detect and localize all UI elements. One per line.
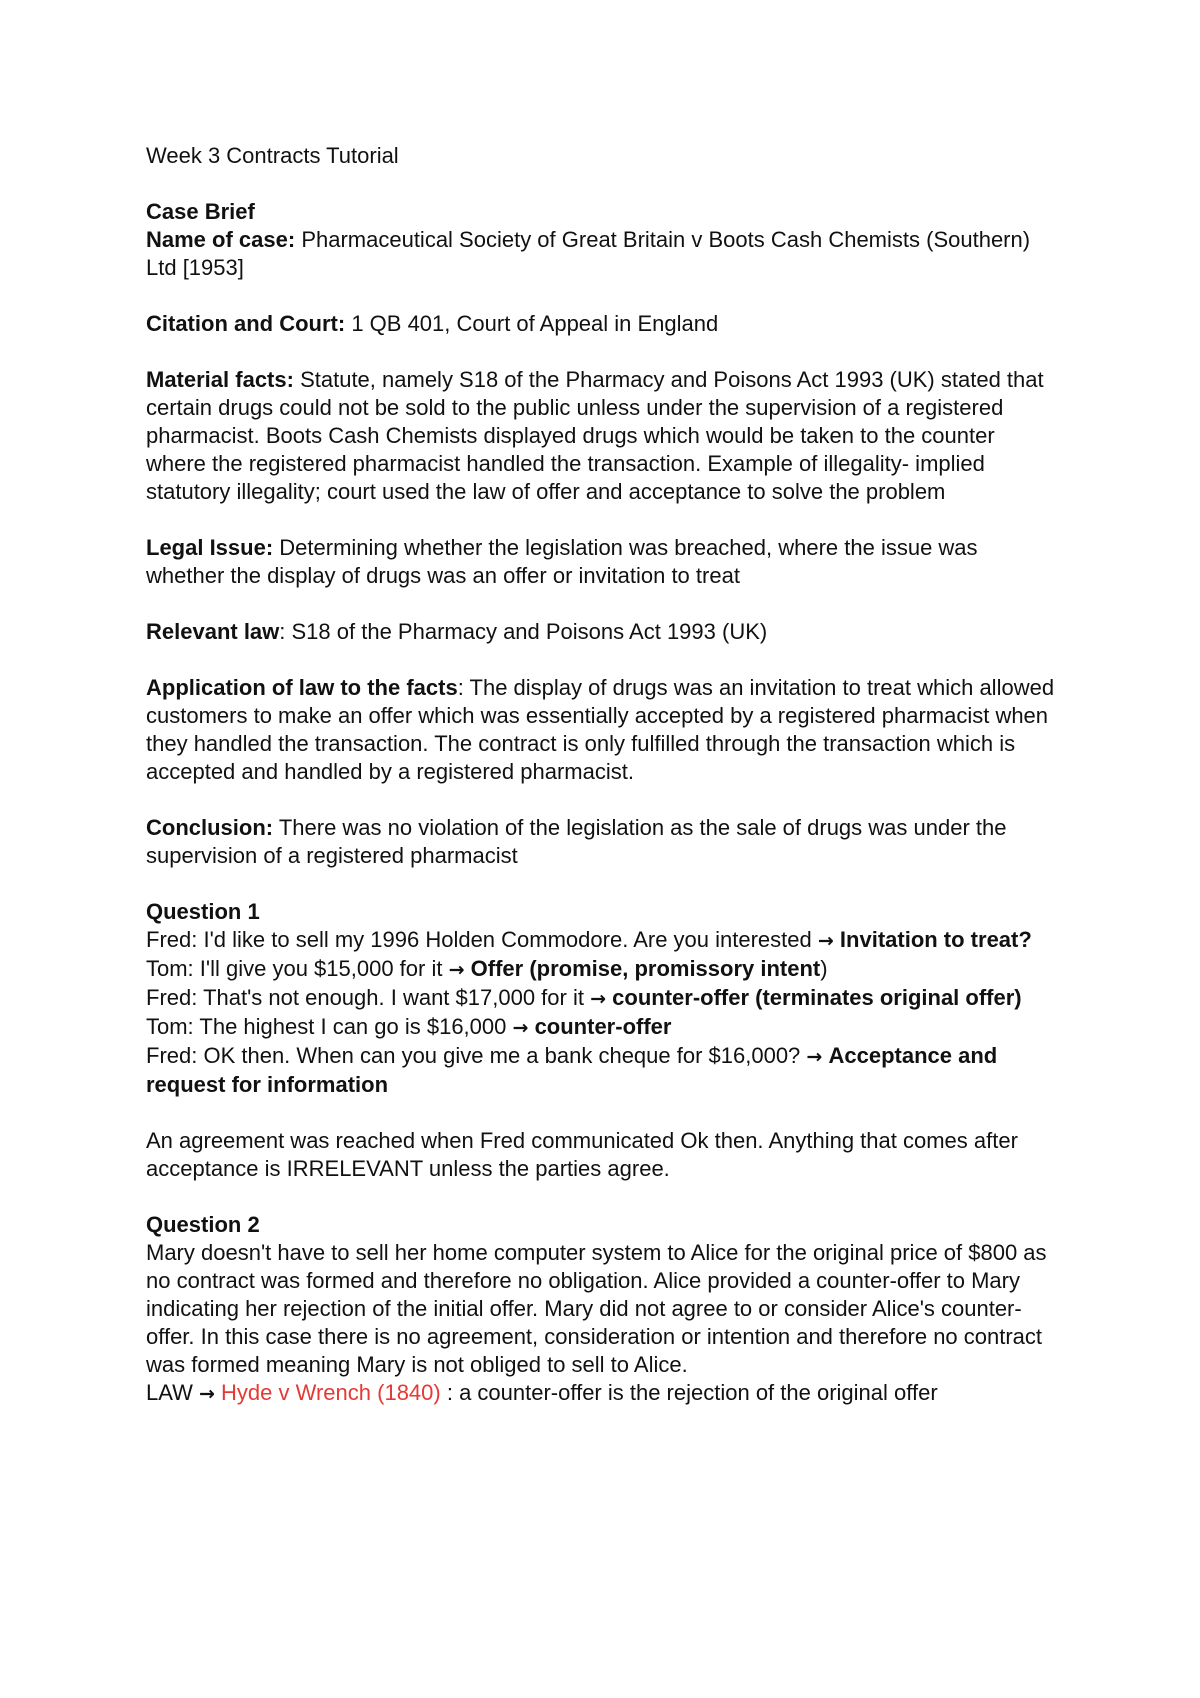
dialogue-line <box>146 926 1060 955</box>
relevant-law-paragraph <box>146 618 1060 646</box>
legal-issue-paragraph <box>146 534 1060 590</box>
question-1-section <box>146 898 1060 1099</box>
dialogue-line <box>146 1013 1060 1042</box>
case-brief-section <box>146 198 1060 282</box>
case-reference: Hyde v Wrench (1840) <box>221 1380 441 1405</box>
arrow-right-icon: → <box>806 1046 823 1068</box>
conclusion-paragraph <box>146 814 1060 870</box>
arrow-right-icon: → <box>512 1017 529 1039</box>
dialogue-line <box>146 955 1060 984</box>
relevant-law-label: Relevant law <box>146 619 280 644</box>
dialogue-annotation-tail: ) <box>820 956 828 981</box>
dialogue-text: Fred: OK then. When can you give me a bank cheque for $16,000? <box>146 1043 801 1068</box>
legal-issue-label: Legal Issue: <box>146 535 274 560</box>
application-label: Application of law to the facts <box>146 675 458 700</box>
law-text: : a counter-offer is the rejection of the original offer <box>440 1380 938 1405</box>
law-line <box>146 1379 1060 1408</box>
case-name-label: Name of case: <box>146 227 296 252</box>
dialogue-text: Fred: That's not enough. I want $17,000 for it <box>146 985 584 1010</box>
conclusion-text: There was no violation of the legislation as the sale of drugs was under the supervision of a registered pharmacist <box>146 815 1007 868</box>
question-1-heading: Question 1 <box>146 899 260 924</box>
arrow-right-icon: → <box>198 1383 215 1405</box>
question-2-heading: Question 2 <box>146 1212 260 1237</box>
citation-paragraph <box>146 310 1060 338</box>
case-name-paragraph <box>146 226 1060 282</box>
arrow-right-icon: → <box>448 959 465 981</box>
citation-text: 1 QB 401, Court of Appeal in England <box>351 311 719 336</box>
relevant-law-text: : S18 of the Pharmacy and Poisons Act 1993 (UK) <box>279 619 768 644</box>
arrow-right-icon: → <box>817 930 834 952</box>
question-1-summary: An agreement was reached when Fred communicated Ok then. Anything that comes after acceptance is IRRELEVANT unless the parties agree. <box>146 1128 1018 1181</box>
question-2-section <box>146 1211 1060 1408</box>
material-facts-text: Statute, namely S18 of the Pharmacy and Poisons Act 1993 (UK) stated that certain drugs could not be sold to the public unless under the supervision of a registered pharmacist. Boots Cash Chemists displayed drugs which would be taken to the counter where the registered pharmacist handled the transaction. Example of illegality- implied statutory illegality; court used the law of offer and acceptance to solve the problem <box>146 367 1044 504</box>
dialogue-text: Tom: The highest I can go is $16,000 <box>146 1014 507 1039</box>
dialogue-annotation: Acceptance and request for information <box>146 1043 998 1097</box>
dialogue-text: Fred: I'd like to sell my 1996 Holden Commodore. Are you interested <box>146 927 812 952</box>
application-text: : The display of drugs was an invitation to treat which allowed customers to make an offer which was essentially accepted by a registered pharmacist when they handled the transaction. The contract is only fulfilled through the transaction which is accepted and handled by a registered pharmacist. <box>146 675 1055 784</box>
application-paragraph <box>146 674 1060 786</box>
dialogue-annotation: counter-offer (terminates original offer) <box>612 985 1022 1010</box>
dialogue-line <box>146 984 1060 1013</box>
material-facts-paragraph <box>146 366 1060 506</box>
material-facts-label: Material facts: <box>146 367 294 392</box>
legal-issue-text: Determining whether the legislation was breached, where the issue was whether the display of drugs was an offer or invitation to treat <box>146 535 978 588</box>
case-name-text: Pharmaceutical Society of Great Britain v Boots Cash Chemists (Southern) Ltd [1953] <box>146 227 1031 280</box>
dialogue-annotation: Offer (promise, promissory intent <box>470 956 821 981</box>
dialogue-annotation: Invitation to treat? <box>839 927 1032 952</box>
dialogue-text: Tom: I'll give you $15,000 for it <box>146 956 443 981</box>
question-2-text: Mary doesn't have to sell her home computer system to Alice for the original price of $800 as no contract was formed and therefore no obligation. Alice provided a counter-offer to Mary indicating her rejection of the initial offer. Mary did not agree to or consider Alice's counter-offer. In this case there is no agreement, consideration or intention and therefore no contract was formed meaning Mary is not obliged to sell to Alice. <box>146 1240 1047 1377</box>
document-title: Week 3 Contracts Tutorial <box>146 143 399 168</box>
citation-label: Citation and Court: <box>146 311 346 336</box>
case-brief-heading: Case Brief <box>146 199 255 224</box>
arrow-right-icon: → <box>590 988 607 1010</box>
conclusion-label: Conclusion: <box>146 815 274 840</box>
law-prefix: LAW <box>146 1380 193 1405</box>
dialogue-line <box>146 1042 1060 1099</box>
dialogue-annotation: counter-offer <box>534 1014 672 1039</box>
